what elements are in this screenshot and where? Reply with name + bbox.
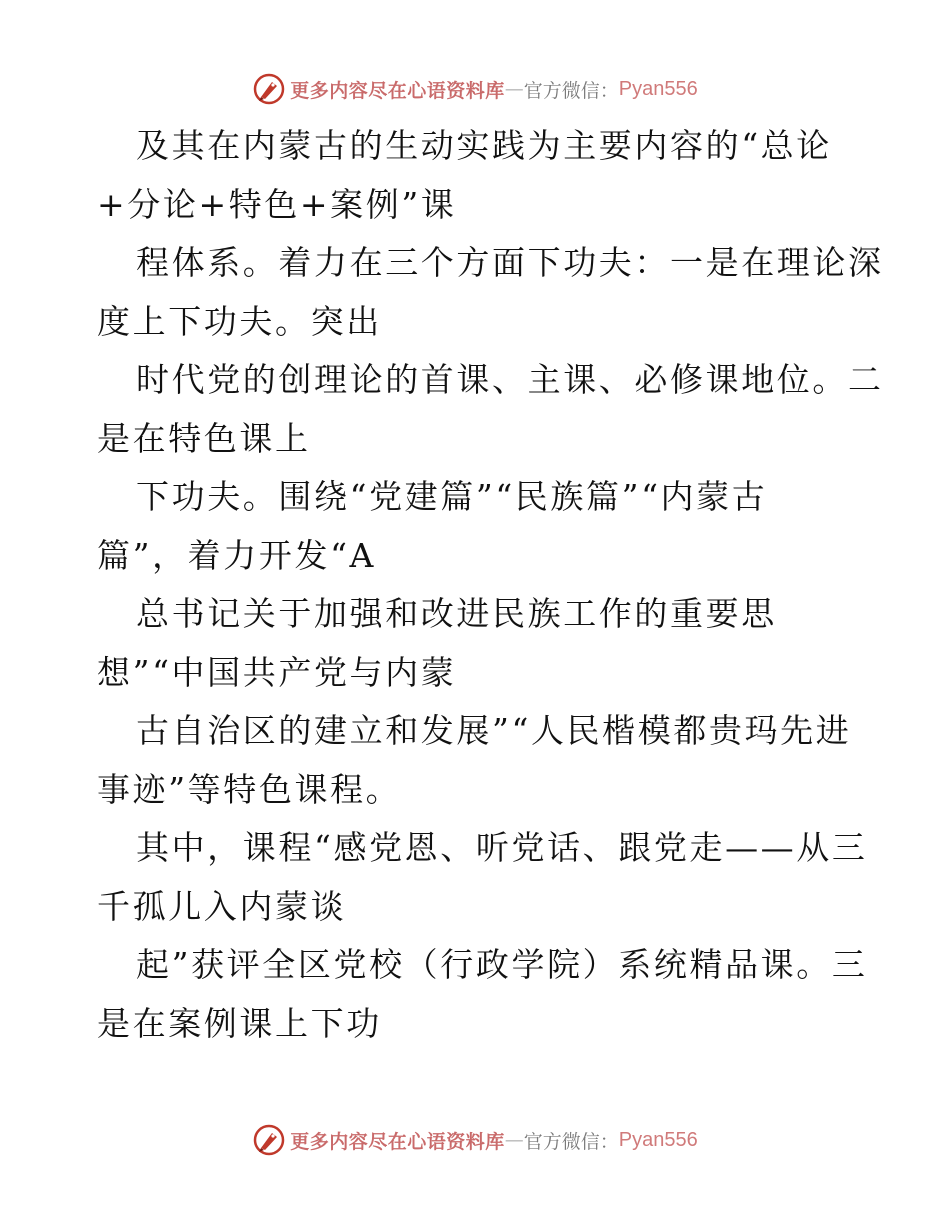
watermark-dash: —	[504, 78, 524, 100]
text-line: 想”“中国共产党与内蒙	[97, 652, 457, 692]
watermark-wechat-id: Pyan556	[618, 1128, 698, 1151]
text-line: 起”获评全区党校（行政学院）系统精品课。三	[136, 945, 868, 984]
watermark-wechat-id: Pyan556	[618, 77, 698, 100]
text-line: 下功夫。围绕“党建篇”“民族篇”“内蒙古	[136, 477, 768, 516]
text-line: 古自治区的建立和发展”“人民楷模都贵玛先进	[136, 711, 852, 750]
text-line: 其中，课程“感党恩、听党话、跟党走——从三	[136, 828, 868, 867]
text-line: 程体系。着力在三个方面下功夫：一是在理论深	[136, 243, 884, 282]
text-line: 篇”，着力开发“A	[97, 535, 376, 575]
text-line: 及其在内蒙古的生动实践为主要内容的“总论	[136, 126, 832, 165]
pen-nib-logo-icon	[252, 72, 286, 106]
text-line: 度上下功夫。突出	[97, 301, 382, 341]
text-line: +分论+特色+案例”课	[97, 184, 457, 224]
watermark-wechat-label: 官方微信：	[523, 1130, 619, 1153]
footer-watermark	[0, 1123, 950, 1157]
text-line: 是在案例课上下功	[97, 1003, 382, 1043]
pen-nib-logo-icon	[252, 1123, 286, 1157]
watermark-dash: —	[504, 1129, 524, 1151]
document-body	[97, 117, 887, 1053]
watermark-brand-text: 更多内容尽在心语资料库	[290, 1130, 505, 1153]
header-watermark	[0, 72, 950, 106]
text-line: 事迹”等特色课程。	[97, 769, 402, 809]
text-line: 是在特色课上	[97, 418, 311, 458]
watermark-wechat-label: 官方微信：	[523, 79, 619, 102]
text-line: 千孤儿入内蒙谈	[97, 886, 347, 926]
text-line: 总书记关于加强和改进民族工作的重要思	[136, 594, 777, 633]
text-line: 时代党的创理论的首课、主课、必修课地位。二	[136, 360, 884, 399]
watermark-brand-text: 更多内容尽在心语资料库	[290, 79, 505, 102]
